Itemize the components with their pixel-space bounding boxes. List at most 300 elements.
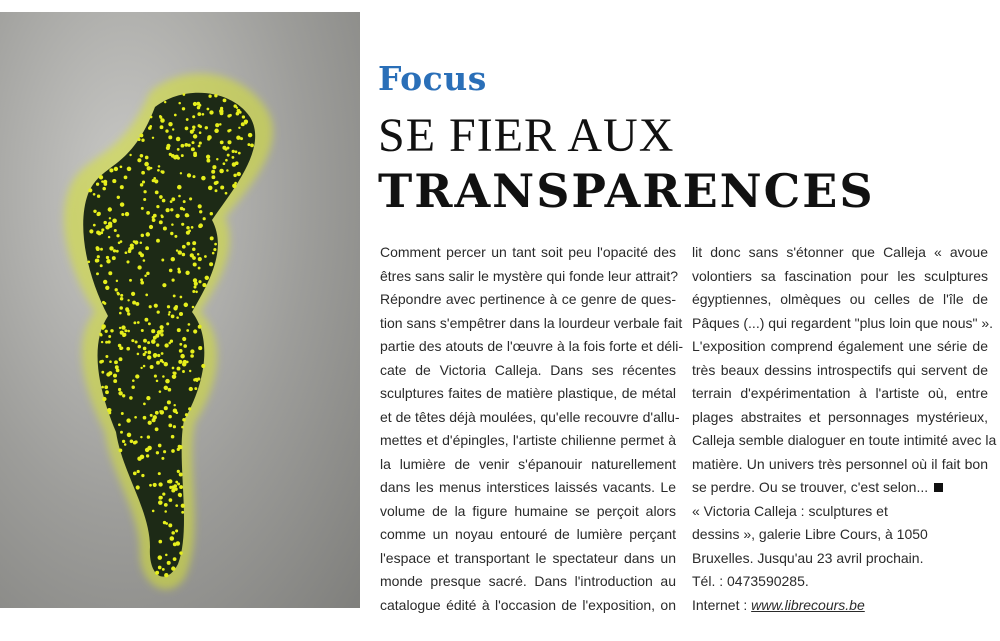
pin-head [116, 369, 120, 373]
pin-head [158, 472, 161, 475]
pin-head [144, 162, 149, 167]
pin-head [158, 566, 162, 570]
pin-head [161, 352, 164, 355]
pin-head [199, 142, 202, 145]
pin-head [158, 165, 161, 168]
text-line: et de têtes déjà moulées, qu'elle recouvre d'allu- [380, 408, 680, 425]
pin-head [198, 257, 202, 261]
pin-head [153, 336, 157, 340]
pin-head [112, 218, 117, 223]
text-line: Pâques (...) qui regardent "plus loin que nous" ». [692, 314, 994, 331]
pin-head [119, 306, 123, 310]
pin-head [100, 334, 103, 337]
pin-head [162, 375, 165, 378]
pin-head [181, 511, 184, 514]
pin-head [173, 294, 176, 297]
pin-head [190, 349, 194, 353]
pin-head [160, 214, 162, 216]
pin-head [171, 488, 175, 492]
text-line: catalogue édité à l'occasion de l'exposition, on [380, 596, 676, 613]
pin-head [168, 313, 170, 315]
pin-head [103, 181, 106, 184]
pin-head [171, 566, 175, 570]
pin-head [176, 541, 181, 546]
pin-head [120, 186, 123, 189]
pin-head [160, 125, 164, 129]
text-line: terrain d'expérimentation à l'artiste où, entre [692, 385, 988, 401]
pin-head [182, 253, 186, 257]
pin-head [138, 138, 141, 141]
pin-head [214, 129, 219, 134]
pin-head [214, 94, 217, 97]
pin-head [161, 259, 164, 262]
pin-head [187, 173, 191, 177]
pin-head [96, 247, 100, 251]
pin-head [171, 449, 175, 453]
pin-head [135, 340, 138, 343]
pin-head [199, 210, 202, 213]
pin-head [109, 246, 113, 250]
pin-head [208, 95, 211, 98]
pin-head [152, 137, 154, 139]
pin-head [147, 166, 151, 170]
pin-head [108, 207, 112, 211]
pin-head [143, 190, 146, 193]
pin-head [109, 217, 111, 219]
pin-head [223, 99, 227, 103]
pin-head [237, 172, 241, 176]
pin-head [125, 212, 129, 216]
pin-head [179, 312, 183, 316]
pin-head [124, 329, 127, 332]
pin-head [170, 536, 175, 541]
pin-head [141, 234, 144, 237]
pin-head [236, 106, 238, 108]
pin-head [106, 259, 111, 264]
pin-head [225, 159, 228, 162]
pin-head [164, 343, 168, 347]
pin-head [177, 328, 181, 332]
pin-head [172, 485, 176, 489]
pin-head [198, 104, 201, 107]
pin-head [177, 367, 181, 371]
pin-head [165, 379, 170, 384]
pin-head [132, 379, 135, 382]
pin-head [102, 301, 105, 304]
pin-head [211, 170, 215, 174]
pin-head [222, 146, 226, 150]
pin-head [158, 500, 163, 505]
pin-head [140, 154, 144, 158]
pin-head [133, 240, 136, 243]
pin-head [124, 176, 128, 180]
pin-head [192, 125, 195, 128]
text-line: cate de Victoria Calleja. Dans ses récentes [380, 361, 676, 378]
pin-head [143, 403, 146, 406]
pin-head [105, 355, 108, 358]
pin-head [164, 510, 167, 513]
pin-head [150, 365, 154, 369]
pin-head [183, 360, 187, 364]
text-line: tion sans s'empêtrer dans la lourdeur verbale fait [380, 314, 683, 331]
pin-head [159, 390, 162, 393]
pin-head [169, 498, 173, 502]
pin-head [137, 321, 140, 324]
pin-head [147, 341, 150, 344]
pin-head [173, 557, 177, 561]
pin-head [154, 304, 158, 308]
pin-head [179, 551, 182, 554]
pin-head [115, 288, 118, 291]
pin-head [193, 134, 197, 138]
pin-head [216, 158, 218, 160]
pin-head [175, 504, 178, 507]
pin-head [120, 347, 123, 350]
pin-head [133, 472, 137, 476]
pin-head [157, 169, 160, 172]
pin-head [186, 226, 190, 230]
pin-head [178, 195, 181, 198]
pin-head [212, 252, 215, 255]
pin-head [140, 241, 143, 244]
text-line: l'espace et transportant le spectateur dans un [380, 549, 676, 566]
pin-head [154, 375, 157, 378]
pin-head [181, 426, 184, 429]
pin-head [167, 305, 170, 308]
text-line: L'exposition comprend également une série de [692, 338, 988, 354]
pin-head [187, 214, 190, 217]
pin-head [89, 229, 93, 233]
pin-head [180, 354, 185, 359]
pin-head [168, 388, 172, 392]
pin-head [96, 231, 100, 235]
pin-head [118, 391, 122, 395]
pin-head [137, 265, 141, 269]
text-line: Répondre avec pertinence à ce genre de ques- [380, 291, 676, 307]
pin-head [169, 153, 172, 156]
pin-head [116, 250, 119, 253]
text-line: la lumière de venir s'épanouir naturellement [380, 455, 676, 472]
pin-head [88, 188, 92, 192]
pin-head [193, 278, 197, 282]
pin-head [192, 115, 195, 118]
pin-head [106, 372, 110, 376]
pin-head [206, 159, 210, 163]
pin-head [177, 148, 180, 151]
pin-head [103, 280, 107, 284]
pin-head [120, 294, 123, 297]
pin-head [199, 223, 203, 227]
text-line: dans les menus interstices laissés vacants. Le [380, 479, 676, 495]
pin-head [126, 260, 129, 263]
pin-head [140, 253, 144, 257]
pin-head [101, 360, 104, 363]
pin-head [199, 131, 202, 134]
pin-head [182, 370, 185, 373]
pin-head [147, 351, 151, 355]
pin-head [177, 157, 180, 160]
pin-head [166, 322, 169, 325]
pin-head [144, 351, 147, 354]
pin-head [179, 343, 182, 346]
pin-head [157, 310, 160, 313]
pin-head [204, 255, 207, 258]
pin-head [145, 156, 149, 160]
pin-head [125, 307, 129, 311]
pin-head [162, 568, 165, 571]
pin-head [143, 365, 146, 368]
pin-head [121, 412, 124, 415]
pin-head [168, 122, 172, 126]
text-line: monde presque sacré. Dans l'introduction au [380, 573, 676, 589]
sculpture-figure [0, 12, 360, 608]
pin-head [171, 223, 174, 226]
pin-head [114, 229, 117, 232]
pin-head [175, 529, 178, 532]
pin-head [153, 214, 157, 218]
pin-head [201, 364, 205, 368]
pin-head [105, 390, 109, 394]
pin-head [137, 158, 141, 162]
pin-head [220, 111, 224, 115]
pin-head [121, 325, 125, 329]
pin-head [137, 470, 140, 473]
text-line: plages abstraites et personnages mystérieux, [692, 408, 988, 425]
sculpture-photo [0, 12, 360, 608]
pin-head [144, 275, 147, 278]
pin-head [156, 343, 159, 346]
pin-head [93, 224, 96, 227]
pin-head [248, 133, 252, 137]
pin-head [220, 141, 224, 145]
pin-head [182, 245, 186, 249]
pin-head [174, 235, 177, 238]
pin-head [164, 406, 168, 410]
pin-head [210, 236, 214, 240]
pin-head [97, 255, 100, 258]
pin-head [178, 102, 181, 105]
pin-head [160, 118, 165, 123]
pin-head [190, 354, 194, 358]
pin-head [120, 331, 124, 335]
pin-head [164, 503, 168, 507]
pin-head [198, 267, 201, 270]
pin-head [141, 207, 144, 210]
pin-head [235, 150, 238, 153]
pin-head [242, 115, 245, 118]
pin-head [149, 305, 152, 308]
pin-head [180, 172, 182, 174]
pin-head [188, 323, 191, 326]
pin-head [202, 283, 206, 287]
pin-head [203, 217, 206, 220]
pin-head [132, 301, 136, 305]
pin-head [112, 256, 116, 260]
pin-head [197, 112, 201, 116]
website-link[interactable]: www.librecours.be [751, 596, 865, 613]
pin-head [147, 446, 152, 451]
pin-head [149, 484, 152, 487]
pin-head [117, 196, 120, 199]
pin-head [193, 329, 197, 333]
pin-head [109, 168, 113, 172]
internet-label: Internet : [692, 596, 748, 613]
pin-head [155, 427, 159, 431]
pin-head [148, 421, 152, 425]
pin-head [207, 135, 212, 140]
pin-head [227, 147, 230, 150]
pin-head [229, 114, 232, 117]
pin-head [129, 279, 132, 282]
pin-head [96, 183, 99, 186]
pin-head [159, 195, 163, 199]
pin-head [168, 424, 172, 428]
pin-head [124, 443, 127, 446]
pin-head [121, 213, 124, 216]
pin-head [114, 167, 118, 171]
pin-head [115, 365, 119, 369]
pin-head [182, 107, 185, 110]
pin-head [110, 329, 113, 332]
pin-head [215, 123, 219, 127]
pin-head [234, 182, 237, 185]
pin-head [131, 292, 135, 296]
pin-head [127, 433, 132, 438]
pin-head [103, 221, 106, 224]
pin-head [197, 253, 200, 256]
pin-head [156, 239, 160, 243]
pin-head [146, 211, 150, 215]
pin-head [167, 561, 171, 565]
pin-head [201, 176, 206, 181]
pin-head [182, 418, 186, 422]
pin-head [152, 418, 156, 422]
pin-head [183, 344, 187, 348]
pin-head [227, 140, 231, 144]
pin-head [198, 325, 202, 329]
pin-head [172, 372, 175, 375]
pin-head [209, 110, 213, 114]
pin-head [101, 386, 104, 389]
pin-head [119, 327, 121, 329]
pin-head [172, 367, 175, 370]
pin-head [105, 286, 109, 290]
pin-head [165, 129, 168, 132]
article-column-1 [380, 241, 684, 617]
pin-head [120, 165, 123, 168]
pin-head [193, 262, 197, 266]
end-of-article-mark [934, 483, 943, 492]
pin-head [175, 214, 179, 218]
pin-head [156, 380, 159, 383]
pin-head [105, 330, 108, 333]
pin-head [144, 318, 148, 322]
pin-head [157, 354, 160, 357]
pin-head [170, 340, 173, 343]
pin-head [128, 247, 132, 251]
pin-head [164, 573, 168, 577]
pin-head [184, 143, 188, 147]
pin-head [131, 386, 134, 389]
pin-head [184, 303, 189, 308]
pin-head [141, 171, 145, 175]
pin-head [179, 485, 183, 489]
pin-head [134, 416, 137, 419]
pin-head [193, 378, 196, 381]
pin-head [159, 220, 163, 224]
pin-head [205, 276, 209, 280]
pin-head [162, 199, 166, 203]
pin-head [181, 154, 184, 157]
pin-head [173, 408, 177, 412]
pin-head [174, 114, 177, 117]
pin-head [93, 193, 96, 196]
pin-head [141, 474, 144, 477]
pin-head [172, 374, 177, 379]
pin-head [170, 208, 173, 211]
text-line: matière. Un univers très personnel où il fait bon [692, 455, 988, 472]
pin-head [214, 243, 217, 246]
pin-head [158, 540, 162, 544]
text-line: égyptiennes, olmèques ou celles de l'île de [692, 291, 988, 307]
pin-head [181, 504, 185, 508]
text-line-end [692, 476, 988, 500]
pin-head [188, 407, 191, 410]
pin-head [179, 349, 183, 353]
pin-head [140, 436, 142, 438]
text-line: très beaux dessins introspectifs qui servent de [692, 361, 988, 378]
pin-head [119, 449, 123, 453]
pin-head [114, 360, 118, 364]
text-line: partie des atouts de l'œuvre à la fois forte et déli- [380, 338, 684, 354]
pin-head [205, 126, 208, 129]
pin-head [178, 493, 182, 497]
pin-head [156, 451, 159, 454]
pin-head [153, 483, 157, 487]
pin-head [162, 283, 166, 287]
pin-head [160, 359, 163, 362]
section-kicker: Focus [378, 59, 487, 98]
pin-head [157, 330, 161, 334]
pin-head [118, 388, 121, 391]
pin-head [160, 170, 163, 173]
exhibition-internet [692, 594, 988, 618]
pin-head [119, 312, 122, 315]
pin-head [101, 324, 105, 328]
text-line: sculptures faites de matière plastique, de métal [380, 385, 676, 401]
text-line: Calleja semble dialoguer en toute intimité avec la [692, 432, 997, 448]
pin-head [210, 212, 213, 215]
pin-head [101, 341, 103, 343]
pin-head [167, 480, 170, 483]
pin-head [130, 440, 134, 444]
pin-head [191, 141, 194, 144]
pin-head [147, 435, 150, 438]
pin-head [168, 523, 172, 527]
pin-head [135, 374, 139, 378]
pin-head [155, 411, 159, 415]
text-line: volume de la figure humaine se perçoit alors [380, 502, 676, 519]
pin-head [191, 147, 195, 151]
pin-head [160, 496, 163, 499]
pin-head [225, 192, 228, 195]
pin-head [106, 256, 109, 259]
pin-head [135, 302, 139, 306]
pin-head [164, 362, 168, 366]
exhibition-info-line: dessins », galerie Libre Cours, à 1050 [692, 526, 928, 542]
pin-head [211, 175, 215, 179]
pin-head [131, 339, 134, 342]
